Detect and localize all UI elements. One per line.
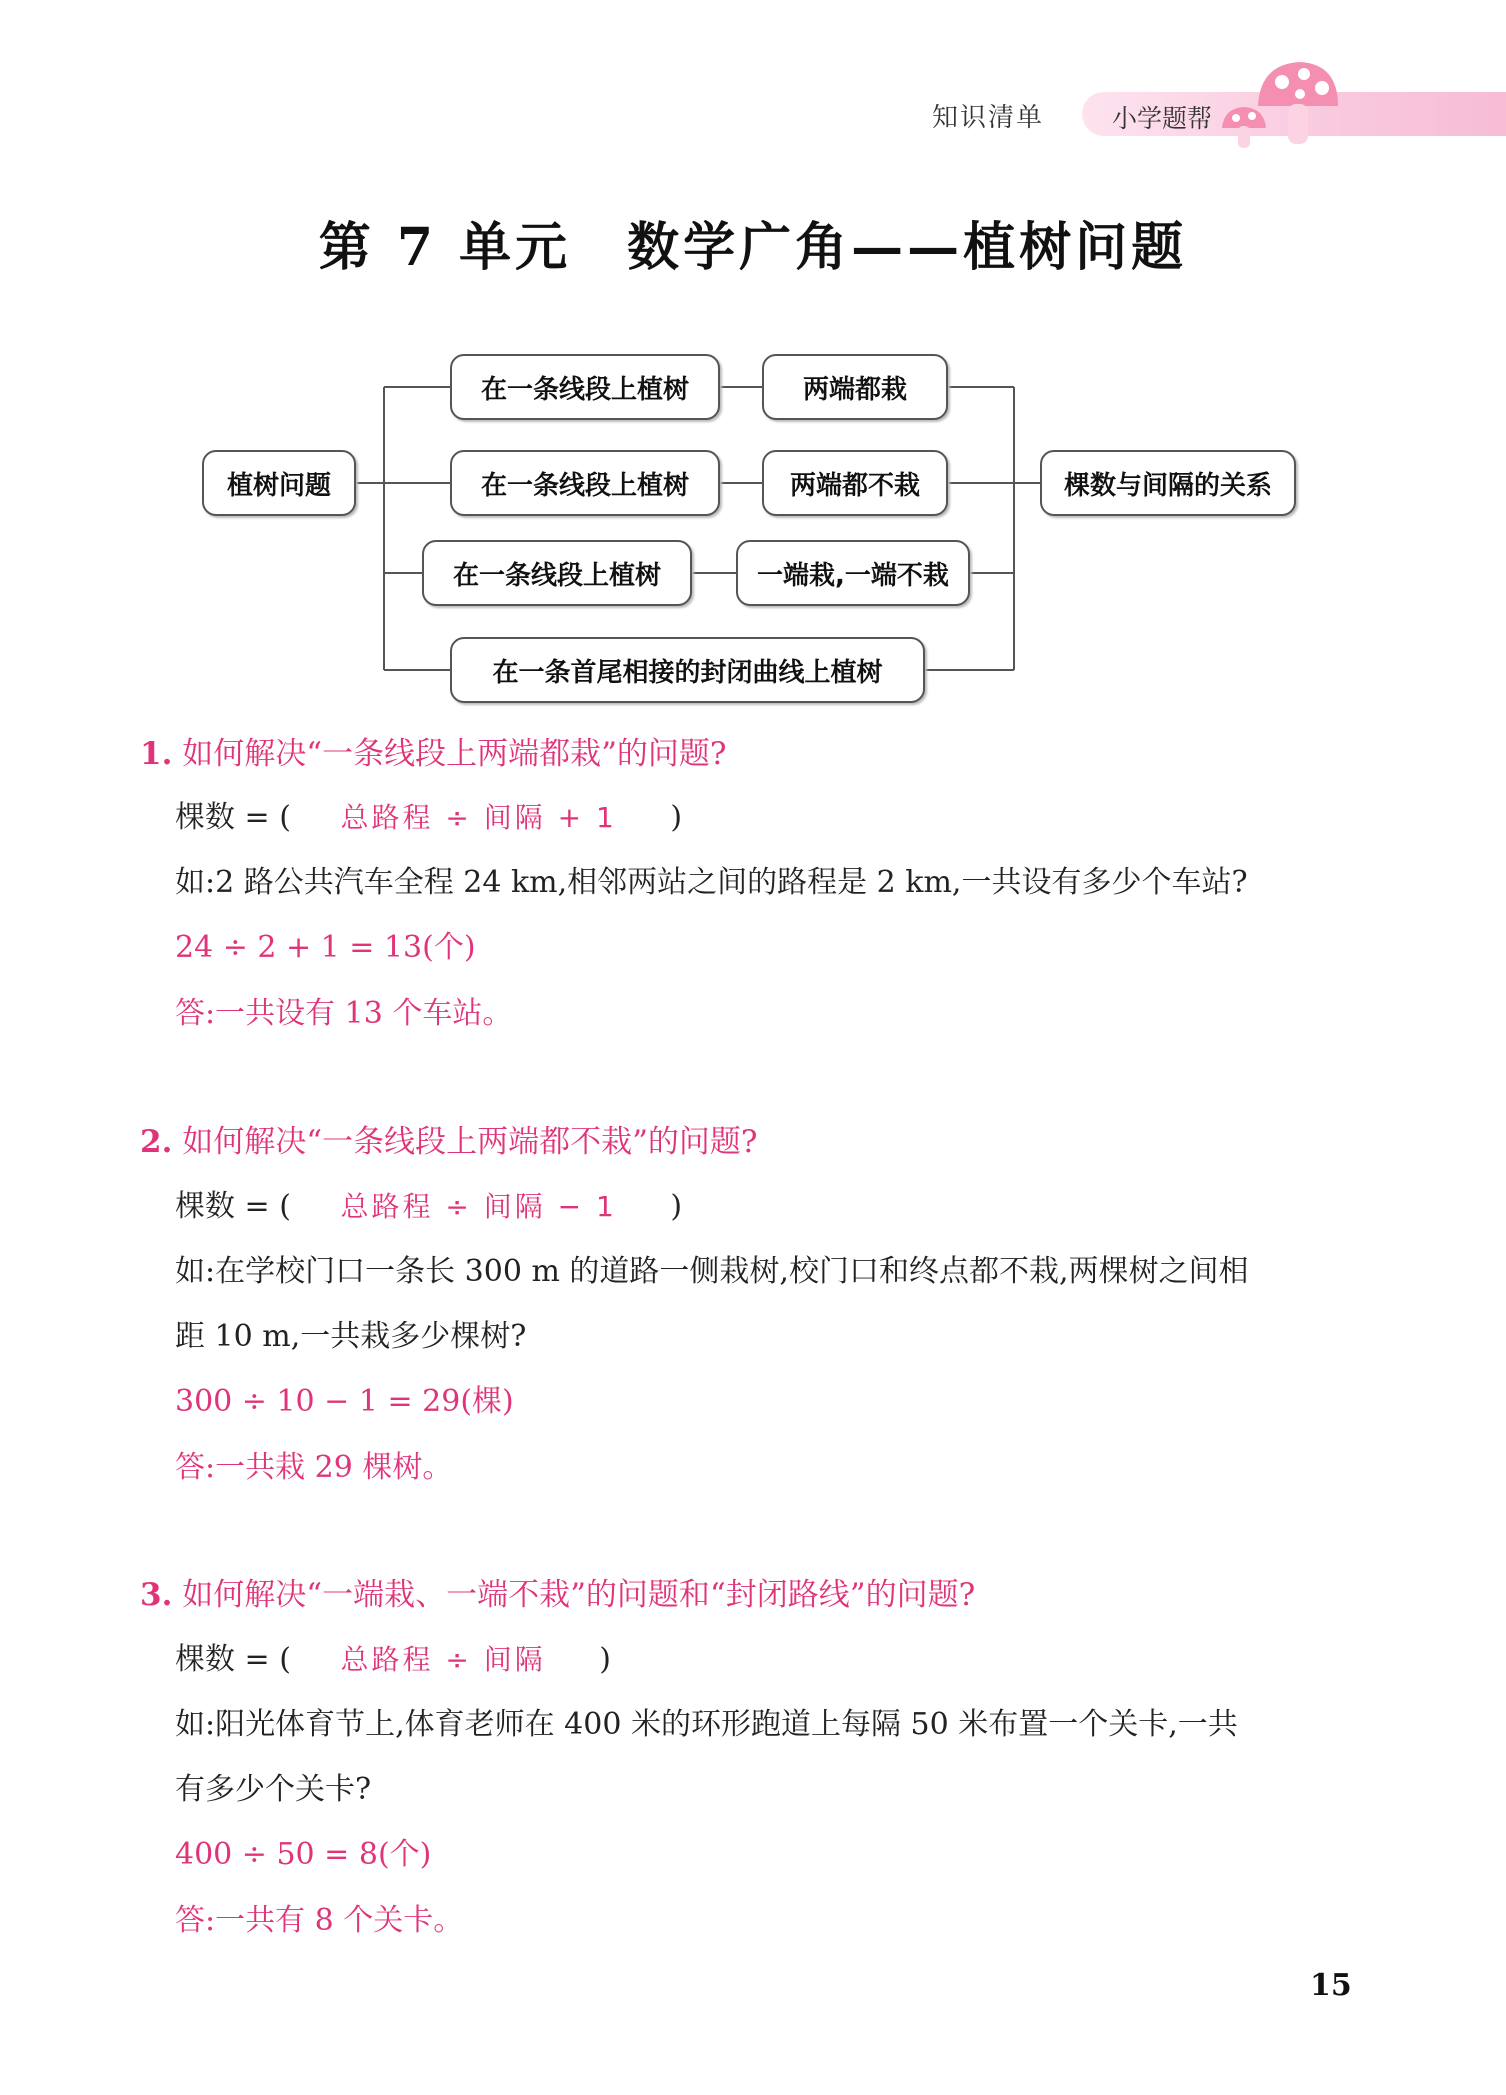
case-3-node: 一端栽,一端不栽 [736,540,970,606]
question-2-formula: 棵数 = ( 总路程 ÷ 间隔 − 1 ) [175,1189,683,1224]
question-3-example-line-2: 有多少个关卡? [175,1772,372,1807]
question-3-title: 3. 如何解决“一端栽、一端不栽”的问题和“封闭路线”的问题? [140,1577,976,1613]
result-node: 棵数与间隔的关系 [1040,450,1296,516]
brand-name: 小学题帮 [1112,104,1213,133]
question-2-example-line-2: 距 10 m,一共栽多少棵树? [175,1319,527,1354]
question-3-example-line-1: 如:阳光体育节上,体育老师在 400 米的环形跑道上每隔 50 米布置一个关卡,一共 [175,1707,1238,1742]
mushroom-logo-icon [1220,56,1340,152]
root-node: 植树问题 [202,450,356,516]
question-3-calculation: 400 ÷ 50 = 8(个) [175,1837,432,1872]
tree-planting-diagram [0,340,1506,720]
branch-1-node: 在一条线段上植树 [450,354,720,420]
question-1-formula: 棵数 = ( 总路程 ÷ 间隔 + 1 ) [175,800,683,835]
question-1-example: 如:2 路公共汽车全程 24 km,相邻两站之间的路程是 2 km,一共设有多少个车站? [175,865,1248,900]
question-2-answer: 答:一共栽 29 棵树。 [175,1450,453,1485]
question-2-calculation: 300 ÷ 10 − 1 = 29(棵) [175,1384,514,1419]
branch-2-node: 在一条线段上植树 [450,450,720,516]
question-3-answer: 答:一共有 8 个关卡。 [175,1903,464,1938]
page-number: 15 [1310,1968,1352,2003]
question-1-answer: 答:一共设有 13 个车站。 [175,996,513,1031]
question-1-calculation: 24 ÷ 2 + 1 = 13(个) [175,930,476,965]
branch-3-node: 在一条线段上植树 [422,540,692,606]
section-label: 知识清单 [932,103,1045,133]
case-2-node: 两端都不栽 [762,450,948,516]
question-2-title: 2. 如何解决“一条线段上两端都不栽”的问题? [140,1124,758,1160]
page-title: 第 7 单元 数学广角——植树问题 [318,217,1188,278]
question-2-example-line-1: 如:在学校门口一条长 300 m 的道路一侧栽树,校门口和终点都不栽,两棵树之间相 [175,1254,1249,1289]
question-1-title: 1. 如何解决“一条线段上两端都栽”的问题? [140,736,727,772]
case-1-node: 两端都栽 [762,354,948,420]
branch-4-node: 在一条首尾相接的封闭曲线上植树 [450,637,925,703]
question-3-formula: 棵数 = ( 总路程 ÷ 间隔 ) [175,1642,611,1677]
